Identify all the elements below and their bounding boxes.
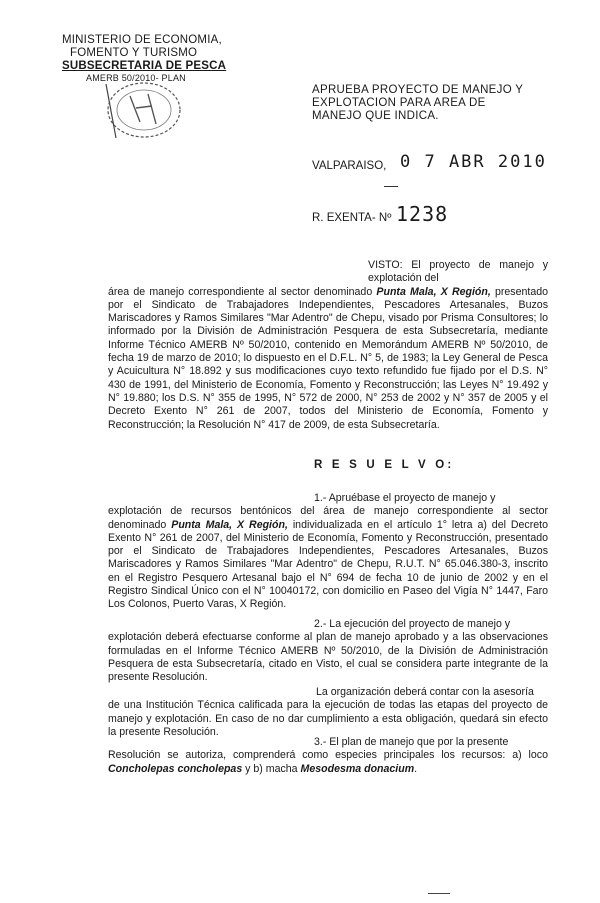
ministry-name: MINISTERIO DE ECONOMIA, — [62, 34, 222, 46]
article-2-text: explotación deberá efectuarse conforme al plan de manejo aprobado y a las observaciones formuladas en el Informe Técnico AMERB Nº 50/2010, de la División de Administración Pesquera de esta Subsecretaría, citado en Visto, el cual se considera parte integrante de la presente Resolución. — [108, 631, 548, 684]
resuelvo-heading: R E S U E L V O: — [314, 459, 455, 471]
article-2 — [108, 618, 548, 684]
visto-text-a: área de manejo correspondiente al sector denominado — [108, 285, 377, 298]
article-1-place: Punta Mala, X Región, — [171, 518, 288, 531]
article-1-text-b: individualizada en el artículo 1° letra a) del Decreto Exento N° 261 de 2007, del Ministerio de Economía, Fomento y Reconstrucción, presentado por el Sindicato de Trabajadores Independientes, Pescadores Artesanales, Buzos Mariscadores y Ramos Similares "Mar Adentro" de Chepu, R.U.T. N° 65.046.380-3, inscrito en el Registro Pesquero Artesanal bajo el N° 694 de fecha 10 de junio de 2002 y en el Registro Sindical Único con el N° 10040172, con domicilio en Paseo del Vigía N° 1447, Faro Los Colonos, Puerto Varas, X Región. — [108, 518, 548, 611]
article-2-advisory-lead: La organización deberá contar con la asesoría — [316, 686, 534, 698]
document-title: APRUEBA PROYECTO DE MANEJO Y EXPLOTACION PARA AREA DE MANEJO QUE INDICA. — [312, 84, 523, 122]
divider — [384, 186, 398, 187]
article-3-lead: 3.- El plan de manejo que por la presente — [314, 736, 509, 748]
visto-paragraph — [108, 259, 548, 432]
number-label: Nº — [378, 212, 392, 224]
article-2-advisory-text: de una Institución Técnica calificada para la ejecución de todas las etapas del proyecto de manejo y explotación. En caso de no dar cumplimiento a esta obligación, quedará sin efecto la presente Resolución. — [108, 699, 548, 738]
date-city: VALPARAISO, — [312, 160, 387, 172]
article-2-lead: 2.- La ejecución del proyecto de manejo y — [314, 618, 511, 630]
resolution-number: 1238 — [396, 202, 449, 226]
article-1-text-a: explotación de recursos bentónicos del área de manejo correspondiente al sector denominado — [108, 505, 548, 531]
species-loco: Concholepas concholepas — [108, 762, 243, 775]
article-3-text-c: . — [414, 762, 418, 775]
resolution-type: R. EXENTA- — [312, 212, 376, 224]
visto-lead: VISTO: El proyecto de manejo y explotación del — [368, 259, 548, 285]
resolution-label — [312, 212, 391, 224]
article-1 — [108, 492, 548, 612]
ministry-subtitle: FOMENTO Y TURISMO — [70, 47, 198, 59]
date-stamp: 0 7 ABR 2010 — [400, 152, 547, 172]
visto-text-b: presentado por el Sindicato de Trabajadores Independientes, Pescadores Artesanales, Buzos Mariscadores y Ramos Similares "Mar Adentro" de Chepu, visado por Prisma Consultores; lo informado por la División de Administración Pesquera de esta Subsecretaría, mediante Informe Técnico AMERB Nº 50/2010, contenido en Memorándum AMERB Nº 50/2010, de fecha 19 de marzo de 2010; lo dispuesto en el D.F.L. N° 5, de 1983; la Ley General de Pesca y Acuicultura N° 18.892 y sus modificaciones cuyo texto refundido fue fijado por el D.S. N° 430 de 1991, del Ministerio de Economía, Fomento y Reconstrucción; las Leyes N° 19.492 y N° 19.880; los D.S. N° 355 de 1995, N° 572 de 2000, N° 253 de 2002 y N° 357 de 2005 y el Decreto Exento N° 261 de 2007, todos del Ministerio de Economía, Fomento y Reconstrucción; la Resolución N° 417 de 2009, de esta Subsecretaría. — [108, 285, 548, 431]
article-3 — [108, 736, 548, 776]
article-2-advisory — [108, 686, 548, 739]
article-3-text-a: Resolución se autoriza, comprenderá como especies principales los recursos: a) loco — [108, 749, 548, 762]
official-stamp-icon — [100, 78, 184, 142]
article-1-lead: 1.- Apruébase el proyecto de manejo y — [314, 492, 496, 504]
subsecretaria-name: SUBSECRETARIA DE PESCA — [62, 60, 227, 72]
article-3-text-b: y b) macha — [242, 762, 301, 775]
document-reference: AMERB 50/2010- PLAN — [86, 73, 186, 83]
species-macha: Mesodesma donacium — [300, 762, 415, 775]
visto-place: Punta Mala, X Región, — [376, 285, 491, 298]
page-mark — [428, 893, 450, 894]
